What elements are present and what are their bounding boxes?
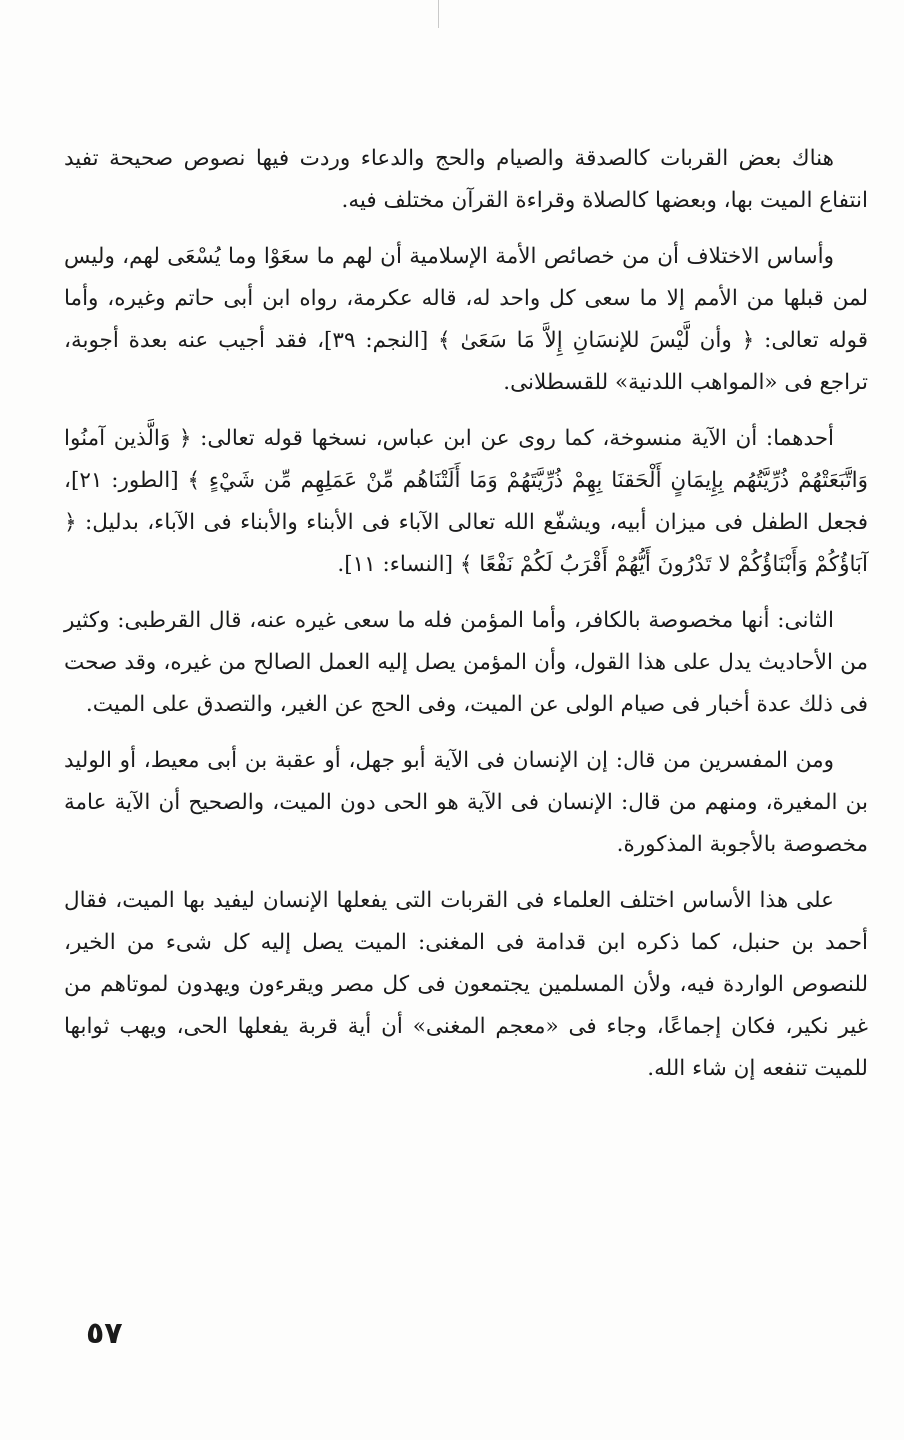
page-number: ٥٧	[86, 1316, 123, 1351]
body-text	[64, 138, 868, 1104]
paragraph-4: الثانى: أنها مخصوصة بالكافر، وأما المؤمن فله ما سعى غيره عنه، قال القرطبى: وكثير من الأحاديث يدل على هذا القول، وأن المؤمن يصل إليه العمل الصالح من غيره، وقد صحت فى ذلك عدة أخبار فى صيام الولى عن الميت، وفى الحج عن الغير، والتصدق على الميت.	[64, 608, 868, 717]
paragraph-1: هناك بعض القربات كالصدقة والصيام والحج والدعاء وردت فيها نصوص صحيحة تفيد انتفاع الميت بها، وبعضها كالصلاة وقراءة القرآن مختلف فيه.	[64, 146, 868, 213]
paragraph-6: على هذا الأساس اختلف العلماء فى القربات التى يفعلها الإنسان ليفيد بها الميت، فقال أحمد بن حنبل، كما ذكره ابن قدامة فى المغنى: الميت يصل إليه كل شىء من الخير، للنصوص الواردة فيه، ولأن المسلمين يجتمعون فى كل مصر ويقرءون ويهدون لموتاهم من غير نكير، فكان إجماعًا، وجاء فى «معجم المغنى» أن أية قربة يفعلها الحى، ويهب ثوابها للميت تنفعه إن شاء الله.	[64, 888, 868, 1081]
paragraph-5: ومن المفسرين من قال: إن الإنسان فى الآية أبو جهل، أو عقبة بن أبى معيط، أو الوليد بن المغيرة، ومنهم من قال: الإنسان فى الآية هو الحى دون الميت، والصحيح أن الآية عامة مخصوصة بالأجوبة المذكورة.	[64, 748, 868, 857]
paragraph-3: أحدهما: أن الآية منسوخة، كما روى عن ابن عباس، نسخها قوله تعالى: ﴿ وَالَّذين آمنُوا وَاتَّبَعَتْهُمْ ذُرِّيَّتُهُم بِإِيمَانٍ أَلْحَقنَا بِهِمْ ذُرِّيَّتَهُمْ وَمَا أَلَتْنَاهُم مِّنْ عَمَلِهِم مِّن شَيْءٍ ﴾ [الطور: ٢١]، فجعل الطفل فى ميزان أبيه، ويشفّع الله تعالى الآباء فى الأبناء والأبناء فى الآباء، بدليل: ﴿ آبَاؤُكُمْ وَأَبْنَاؤُكُمْ لا تَدْرُونَ أَيُّهُمْ أَقْرَبُ لَكُمْ نَفْعًا ﴾ [النساء: ١١].	[64, 426, 868, 577]
paragraph-2: وأساس الاختلاف أن من خصائص الأمة الإسلامية أن لهم ما سعَوْا وما يُسْعَى لهم، وليس لمن قبلها من الأمم إلا ما سعى كل واحد له، قاله عكرمة، رواه ابن أبى حاتم وغيره، وأما قوله تعالى: ﴿ وأن لَّيْسَ للإنسَانِ إِلاَّ مَا سَعَىٰ ﴾ [النجم: ٣٩]، فقد أجيب عنه بعدة أجوبة، تراجع فى «المواهب اللدنية» للقسطلانى.	[64, 244, 869, 395]
scan-artifact	[438, 0, 439, 28]
